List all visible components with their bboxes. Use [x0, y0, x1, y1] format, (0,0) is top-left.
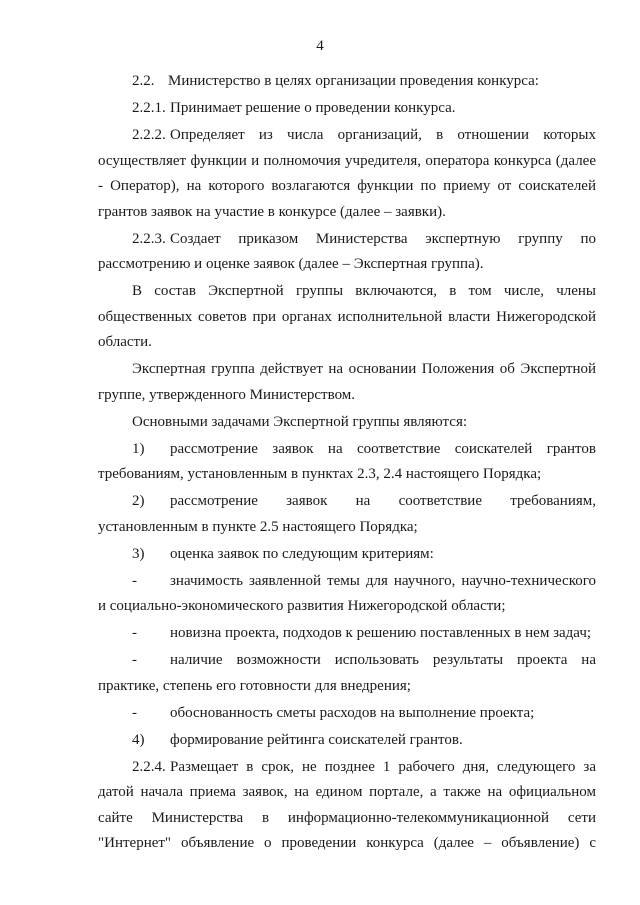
- list-text: рассмотрение заявок на соответствие требованиям, установленным в пункте 2.5 настоящего Порядка;: [98, 493, 596, 535]
- criteria-item: [98, 569, 596, 620]
- paragraph-expert-group-tasks: Основными задачами Экспертной группы являются:: [132, 413, 468, 430]
- list-item-4: [98, 728, 596, 754]
- paragraph-2-2-3: [98, 227, 596, 278]
- paragraph-text: Министерство в целях организации проведения конкурса:: [168, 73, 539, 89]
- list-text: оценка заявок по следующим критериям:: [170, 545, 434, 562]
- list-dash: -: [132, 652, 137, 668]
- paragraph-text: Определяет из числа организаций, в отношении которых осуществляет функции и полномочия учредителя, оператора конкурса (далее - Оператор), на которого возлагаются функции по приему от соискателей грантов заявок на участие в конкурсе (далее – заявки).: [98, 127, 596, 220]
- list-number: 1): [132, 440, 145, 457]
- criteria-item: [98, 621, 596, 647]
- page-number: 4: [316, 38, 324, 54]
- list-item-3: [98, 542, 596, 568]
- list-dash: -: [132, 704, 137, 721]
- paragraph-number: 2.2.: [132, 73, 155, 89]
- paragraph-number: 2.2.1.: [132, 100, 166, 116]
- list-dash: -: [132, 625, 137, 641]
- paragraph-text: Принимает решение о проведении конкурса.: [170, 100, 456, 116]
- paragraph-expert-group-members: В состав Экспертной группы включаются, в том числе, члены общественных советов при органах исполнительной власти Нижегородской области.: [98, 283, 596, 350]
- list-number: 3): [132, 545, 145, 562]
- paragraph-2-2: [98, 69, 596, 95]
- criteria-item: [98, 648, 596, 699]
- paragraph-number: 2.2.2.: [132, 127, 166, 143]
- list-text: наличие возможности использовать результаты проекта на практике, степень его готовности для внедрения;: [98, 652, 596, 694]
- paragraph-2-2-2: [98, 123, 596, 225]
- list-dash: -: [132, 572, 137, 589]
- paragraph-2-2-1: [98, 96, 596, 122]
- paragraph-text: Создает приказом Министерства экспертную группу по рассмотрению и оценке заявок (далее – Экспертная группа).: [98, 230, 596, 272]
- criteria-item: [98, 701, 596, 727]
- list-number: 4): [132, 731, 145, 748]
- paragraph-number: 2.2.4.: [132, 758, 166, 775]
- list-text: обоснованность сметы расходов на выполнение проекта;: [170, 704, 535, 721]
- list-text: формирование рейтинга соискателей грантов.: [170, 731, 463, 748]
- list-item-1: [98, 437, 596, 488]
- list-text: новизна проекта, подходов к решению поставленных в нем задач;: [170, 625, 592, 641]
- paragraph-text: Размещает в срок, не позднее 1 рабочего дня, следующего за датой начала приема заявок, на едином портале, а также на официальном сайте Министерства в информационно-телекоммуникационной сети "Интернет" объявление о проведении конкурса (далее – объявление) с: [98, 758, 596, 851]
- list-number: 2): [132, 493, 145, 509]
- list-text: рассмотрение заявок на соответствие соискателей грантов требованиям, установленным в пунктах 2.3, 2.4 настоящего Порядка;: [98, 440, 596, 482]
- list-text: значимость заявленной темы для научного, научно-технического и социально-экономического развития Нижегородской области;: [98, 572, 596, 614]
- paragraph-number: 2.2.3.: [132, 230, 166, 247]
- list-item-2: [98, 489, 596, 540]
- paragraph-expert-group-regulation: Экспертная группа действует на основании Положения об Экспертной группе, утвержденного Министерством.: [98, 361, 596, 403]
- document-body: [98, 69, 596, 858]
- paragraph-2-2-4: [98, 755, 596, 857]
